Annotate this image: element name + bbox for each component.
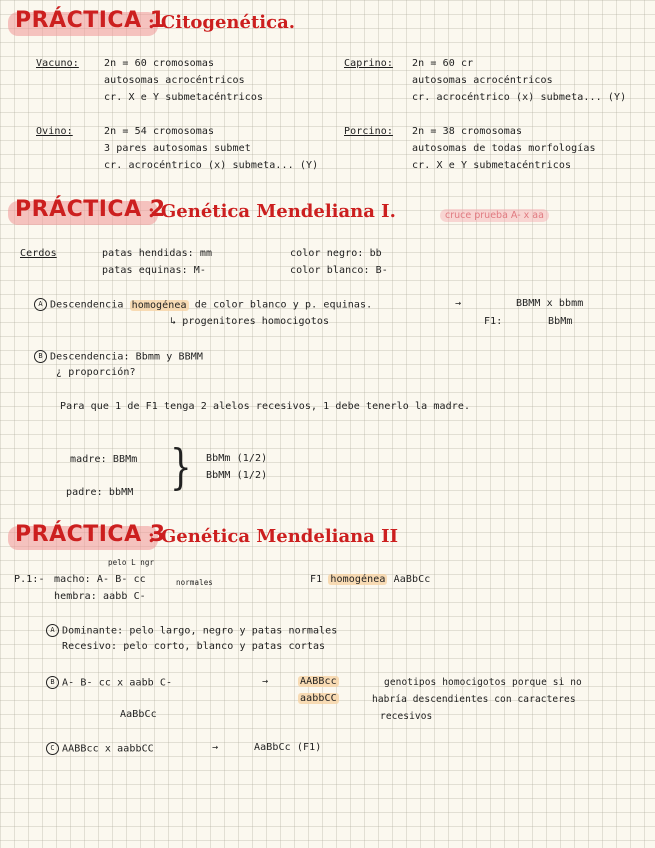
cross-c-result: AaBbCc (F1) — [254, 742, 322, 753]
porcino-line-1: 2n = 38 cromosomas — [412, 126, 523, 137]
p1-label: P.1:- — [14, 574, 45, 585]
madre-genotype: madre: BBMm — [70, 454, 138, 465]
habria-note: habría descendientes con caracteres — [372, 694, 576, 705]
recesivos-note: recesivos — [380, 711, 433, 722]
practica-3-title: PRÁCTICA 3 — [15, 522, 166, 547]
patas-hendidas: patas hendidas: mm — [102, 248, 213, 259]
hembra-genotype: hembra: aabb C- — [54, 591, 146, 602]
cross-b: B A- B- cc x aabb C- — [46, 676, 172, 689]
vacuno-line-3: cr. X e Y submetacéntricos — [104, 92, 264, 103]
cross-b-result: AaBbCc — [120, 709, 157, 720]
circle-a-marker: A — [34, 298, 47, 311]
porcino-label: Porcino: — [344, 126, 393, 137]
vacuno-line-2: autosomas acrocéntricos — [104, 75, 245, 86]
practica-1-subtitle: : Citogenética. — [148, 12, 296, 33]
f1-value: BbMm — [548, 316, 573, 327]
circle-b-marker: B — [46, 676, 59, 689]
descendencia-b: B Descendencia: Bbmm y BBMM — [34, 350, 203, 363]
progenitores-note: ↳ progenitores homocigotos — [170, 316, 330, 327]
practica-3-subtitle: : Genética Mendeliana II — [148, 526, 399, 547]
caprino-label: Caprino: — [344, 58, 393, 69]
circle-c-marker: C — [46, 742, 59, 755]
circle-a-marker: A — [46, 624, 59, 637]
normales-note: normales — [176, 578, 213, 587]
descendencia-a: A Descendencia homogénea de color blanco y p. equinas. — [34, 298, 372, 311]
ovino-label: Ovino: — [36, 126, 73, 137]
porcino-line-2: autosomas de todas morfologías — [412, 143, 596, 154]
arrow-icon: → — [262, 676, 269, 687]
dominante-line: A Dominante: pelo largo, negro y patas normales — [46, 624, 337, 637]
ovino-line-3: cr. acrocéntrico (x) submeta... (Y) — [104, 160, 319, 171]
explanation-text: Para que 1 de F1 tenga 2 alelos recesivos, 1 debe tenerlo la madre. — [60, 401, 471, 412]
caprino-line-1: 2n = 60 cr — [412, 58, 474, 69]
vacuno-label: Vacuno: — [36, 58, 79, 69]
vacuno-line-1: 2n = 60 cromosomas — [104, 58, 215, 69]
arrow-icon: → — [212, 742, 219, 753]
practica-1-title: PRÁCTICA 1 — [15, 8, 166, 33]
circle-b-marker: B — [34, 350, 47, 363]
phenotype-annotations: pelo L ngr — [108, 558, 155, 567]
recesivo-line: Recesivo: pelo corto, blanco y patas cortas — [62, 641, 326, 652]
homogenea-highlight: homogénea — [131, 299, 187, 311]
cross-c: C AABBcc x aabbCC — [46, 742, 154, 755]
arrow-icon: → — [455, 298, 462, 309]
homozygous-1: AABBcc — [300, 676, 337, 687]
practica-2-title: PRÁCTICA 2 — [15, 197, 166, 222]
color-negro: color negro: bb — [290, 248, 382, 259]
caprino-line-2: autosomas acrocéntricos — [412, 75, 553, 86]
homozygous-2: aabbCC — [300, 693, 337, 704]
cruce-prueba-note: cruce prueba A- x aa — [440, 209, 549, 222]
caprino-line-3: cr. acrocéntrico (x) submeta... (Y) — [412, 92, 627, 103]
genotipos-note: genotipos homocigotos porque si no — [384, 677, 582, 688]
patas-equinas: patas equinas: M- — [102, 265, 207, 276]
f1-homogenea: F1 homogénea AaBbCc — [310, 574, 431, 585]
f1-label: F1: — [484, 316, 503, 327]
ovino-line-2: 3 pares autosomas submet — [104, 143, 251, 154]
parental-cross: BBMM x bbmm — [516, 298, 584, 309]
result-1: BbMm (1/2) — [206, 453, 268, 464]
proporcion-question: ¿ proporción? — [56, 367, 136, 378]
practica-2-subtitle: : Genética Mendeliana I. — [148, 201, 396, 222]
ovino-line-1: 2n = 54 cromosomas — [104, 126, 215, 137]
porcino-line-3: cr. X e Y submetacéntricos — [412, 160, 572, 171]
color-blanco: color blanco: B- — [290, 265, 388, 276]
macho-genotype: macho: A- B- cc — [54, 574, 146, 585]
brace-icon: } — [170, 439, 192, 496]
padre-genotype: padre: bbMM — [66, 487, 134, 498]
cerdos-label: Cerdos — [20, 248, 57, 259]
result-2: BbMM (1/2) — [206, 470, 268, 481]
